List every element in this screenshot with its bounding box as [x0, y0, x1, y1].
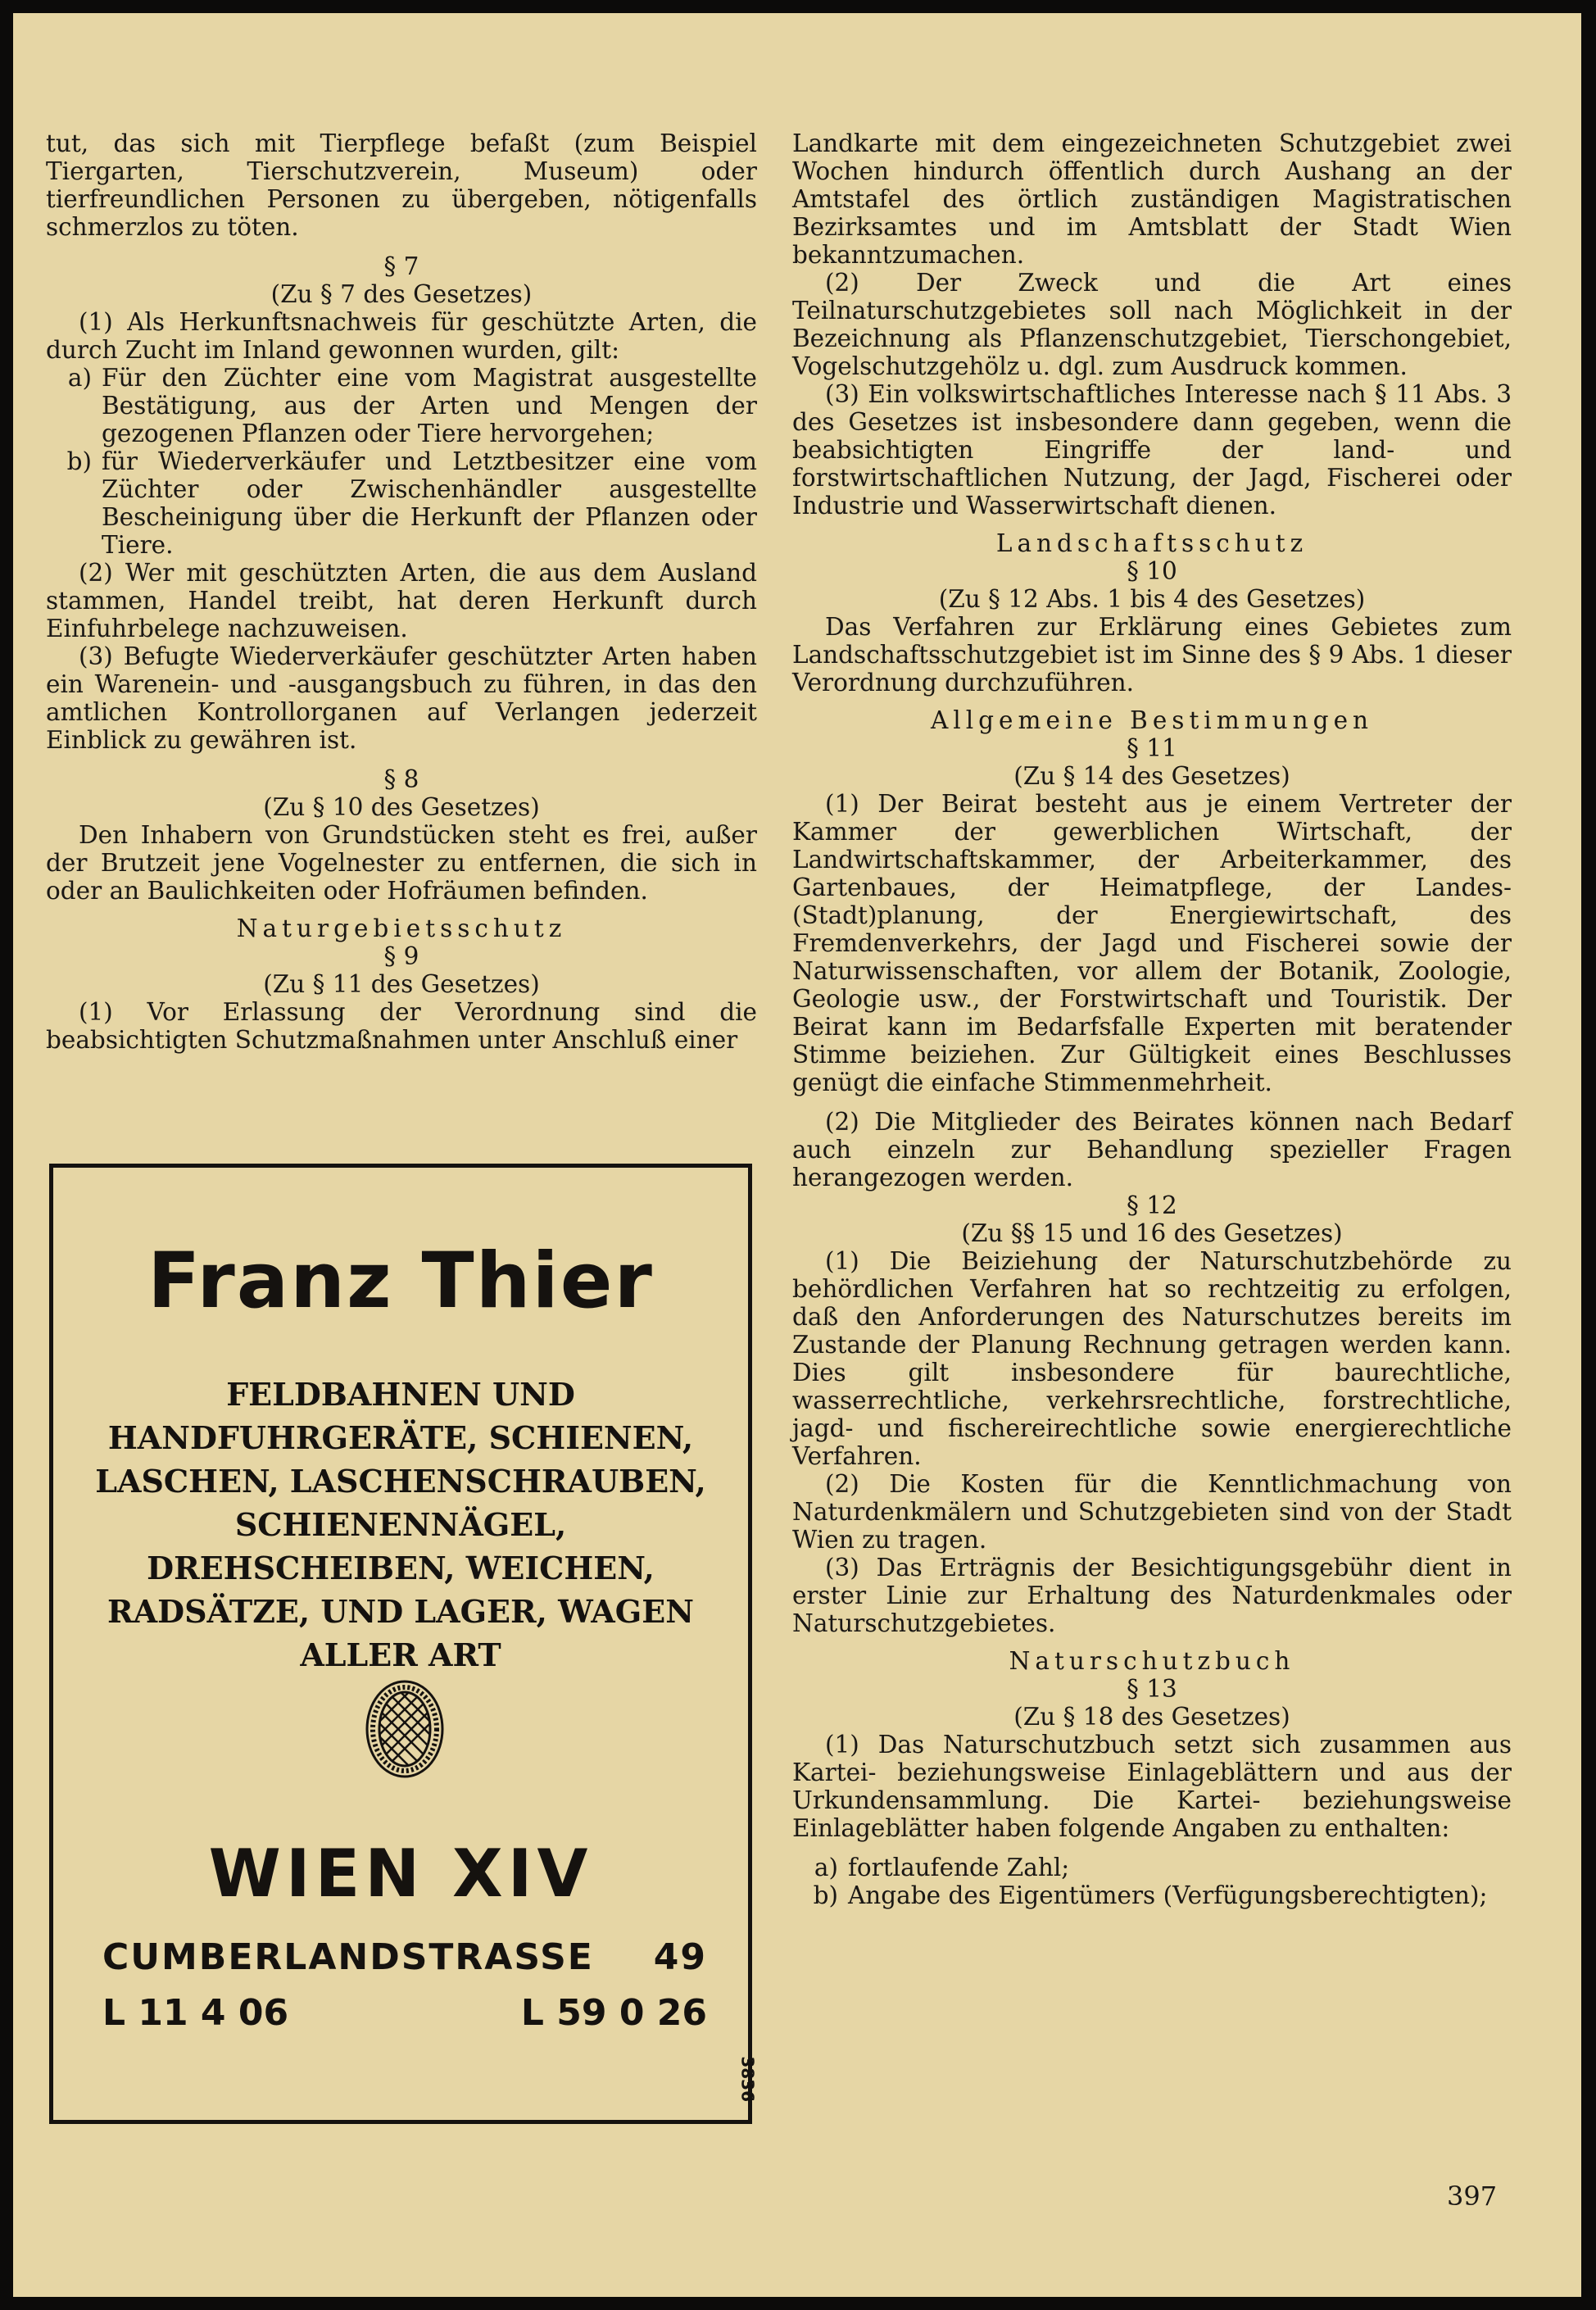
section-number: § 11: [1127, 734, 1177, 762]
document-page: [13, 13, 1581, 2297]
paragraph: (1) Das Naturschutzbuch setzt sich zusammen aus Kartei- beziehungsweise Einlageblättern und aus der Urkundensammlung. Die Kartei- beziehungsweise Einlageblätter haben folgende Angaben zu enthalten:: [792, 1731, 1512, 1842]
paragraph: (2) Die Kosten für die Kenntlichmachung von Naturdenkmälern und Schutzgebieten sind von der Stadt Wien zu tragen.: [792, 1470, 1512, 1554]
section-reference: (Zu §§ 15 und 16 des Gesetzes): [961, 1219, 1343, 1247]
list-marker: a): [814, 1854, 838, 1881]
ad-city: WIEN XIV: [208, 1836, 593, 1912]
paragraph: (3) Das Erträgnis der Besichtigungsgebühr dient in erster Linie zur Erhaltung des Naturdenkmales oder Naturschutzgebietes.: [792, 1554, 1512, 1637]
ad-phone: L 11 4 06: [102, 1992, 289, 2034]
list-item: [46, 364, 757, 447]
ad-phone-numbers: [102, 1992, 707, 2034]
paragraph: (1) Als Herkunftsnachweis für geschützte Arten, die durch Zucht im Inland gewonnen wurden, gilt:: [46, 308, 757, 364]
paragraph: (2) Die Mitglieder des Beirates können nach Bedarf auch einzeln zur Behandlung spezieller Fragen herangezogen werden.: [792, 1108, 1512, 1191]
ad-street-name: CUMBERLANDSTRASSE: [102, 1936, 594, 1978]
list-marker: b): [813, 1881, 838, 1909]
list-text: fortlaufende Zahl;: [848, 1854, 1070, 1881]
section-reference: (Zu § 18 des Gesetzes): [1013, 1703, 1290, 1731]
list-text: für Wiederverkäufer und Letztbesitzer eine vom Züchter oder Zwischenhändler ausgestellte Bescheinigung über die Herkunft der Pflanzen oder Tiere.: [102, 447, 757, 559]
right-column: [792, 129, 1512, 1909]
section-number: § 13: [1127, 1675, 1177, 1703]
section-reference: (Zu § 14 des Gesetzes): [1013, 762, 1290, 790]
paragraph: tut, das sich mit Tierpflege befaßt (zum Beispiel Tiergarten, Tierschutzverein, Museum) oder tierfreundlichen Personen zu übergeben, nötigenfalls schmerzlos zu töten.: [46, 129, 757, 241]
section-reference: (Zu § 7 des Gesetzes): [270, 280, 533, 308]
paragraph: Den Inhabern von Grundstücken steht es frei, außer der Brutzeit jene Vogelnester zu entfernen, die sich in oder an Baulichkeiten oder Hofräumen befinden.: [46, 821, 757, 905]
section-number: § 7: [383, 252, 419, 280]
page-number: 397: [1447, 2181, 1498, 2212]
paragraph: (1) Der Beirat besteht aus je einem Vertreter der Kammer der gewerblichen Wirtschaft, der Landwirtschaftskammer, der Arbeiterkammer, des Gartenbaues, der Heimatpflege, der Landes-(Stadt)planung, der Energiewirtschaft, des Fremdenverkehrs, der Jagd und Fischerei sowie der Naturwissenschaften, vor allem der Botanik, Zoologie, Geologie usw., der Forstwirtschaft und Touristik. Der Beirat kann im Bedarfsfalle Experten mit beratender Stimme beiziehen. Zur Gültigkeit eines Beschlusses genügt die einfache Stimmenmehrheit.: [792, 790, 1512, 1096]
list-marker: b): [66, 447, 92, 475]
ad-company-name: Franz Thier: [147, 1237, 654, 1326]
advertisement: [49, 1164, 758, 2124]
paragraph: (2) Der Zweck und die Art eines Teilnaturschutzgebietes soll nach Möglichkeit in der Bezeichnung als Pflanzenschutzgebiet, Tierschongebiet, Vogelschutzgehölz u. dgl. zum Ausdruck kommen.: [792, 269, 1512, 380]
ad-house-number: 49: [653, 1936, 707, 1978]
ad-address: [102, 1936, 707, 1978]
list-item: [46, 447, 757, 559]
section-number: § 8: [383, 765, 419, 793]
section-heading: Landschaftsschutz: [995, 529, 1308, 557]
section-number: § 9: [383, 942, 419, 970]
ad-phone: L 59 0 26: [520, 1992, 707, 2034]
section-heading: Allgemeine Bestimmungen: [930, 706, 1374, 734]
list-text: Für den Züchter eine vom Magistrat ausgestellte Bestätigung, aus der Arten und Mengen der gezogenen Pflanzen oder Tiere hervorgehen;: [102, 364, 757, 447]
list-marker: a): [67, 364, 92, 392]
list-item: [792, 1854, 1512, 1881]
paragraph: Landkarte mit dem eingezeichneten Schutzgebiet zwei Wochen hindurch öffentlich durch Aushang an der Amtstafel des örtlich zuständigen Magistratischen Bezirksamtes und im Amtsblatt der Stadt Wien bekanntzumachen.: [792, 129, 1512, 269]
list-text: Angabe des Eigentümers (Verfügungsberechtigten);: [848, 1881, 1488, 1909]
section-heading: Naturgebietsschutz: [236, 914, 567, 942]
ad-product-list: FELDBAHNEN UND HANDFUHRGERÄTE, SCHIENEN, LASCHEN, LASCHENSCHRAUBEN, SCHIENENNÄGEL, DREHSCHEIBEN, WEICHEN, RADSÄTZE, UND LAGER, WAGEN ALLER ART: [95, 1376, 706, 1673]
paragraph: (1) Vor Erlassung der Verordnung sind die beabsichtigten Schutzmaßnahmen unter Anschluß einer: [46, 998, 757, 1054]
paragraph: (3) Befugte Wiederverkäufer geschützter Arten haben ein Warenein- und -ausgangsbuch zu führen, in das den amtlichen Kontrollorganen auf Verlangen jederzeit Einblick zu gewähren ist.: [46, 642, 757, 754]
oval-lattice-emblem-icon: [365, 1680, 444, 1778]
paragraph: Das Verfahren zur Erklärung eines Gebietes zum Landschaftsschutzgebiet ist im Sinne des § 9 Abs. 1 dieser Verordnung durchzuführen.: [792, 613, 1512, 697]
section-reference: (Zu § 10 des Gesetzes): [263, 793, 540, 821]
section-number: § 10: [1127, 557, 1177, 585]
section-reference: (Zu § 11 des Gesetzes): [263, 970, 540, 998]
section-number: § 12: [1127, 1191, 1177, 1219]
paragraph: (1) Die Beiziehung der Naturschutzbehörde zu behördlichen Verfahren hat so rechtzeitig zu erfolgen, daß den Anforderungen des Naturschutzes bereits im Zustande der Planung Rechnung getragen werden kann. Dies gilt insbesondere für baurechtliche, wasserrechtliche, verkehrsrechtliche, forstrechtliche, jagd- und fischereirechtliche sowie energierechtliche Verfahren.: [792, 1247, 1512, 1470]
ad-code: 3836: [738, 2056, 758, 2102]
paragraph: (3) Ein volkswirtschaftliches Interesse nach § 11 Abs. 3 des Gesetzes ist insbesondere dann gegeben, wenn die beabsichtigten Eingriffe der land- und forstwirtschaftlichen Nutzung, der Jagd, Fischerei oder Industrie und Wasserwirtschaft dienen.: [792, 380, 1512, 520]
section-reference: (Zu § 12 Abs. 1 bis 4 des Gesetzes): [938, 585, 1366, 613]
left-column: [46, 129, 757, 1054]
list-item: [792, 1881, 1512, 1909]
paragraph: (2) Wer mit geschützten Arten, die aus dem Ausland stammen, Handel treibt, hat deren Herkunft durch Einfuhrbelege nachzuweisen.: [46, 559, 757, 642]
section-heading: Naturschutzbuch: [1009, 1647, 1295, 1675]
